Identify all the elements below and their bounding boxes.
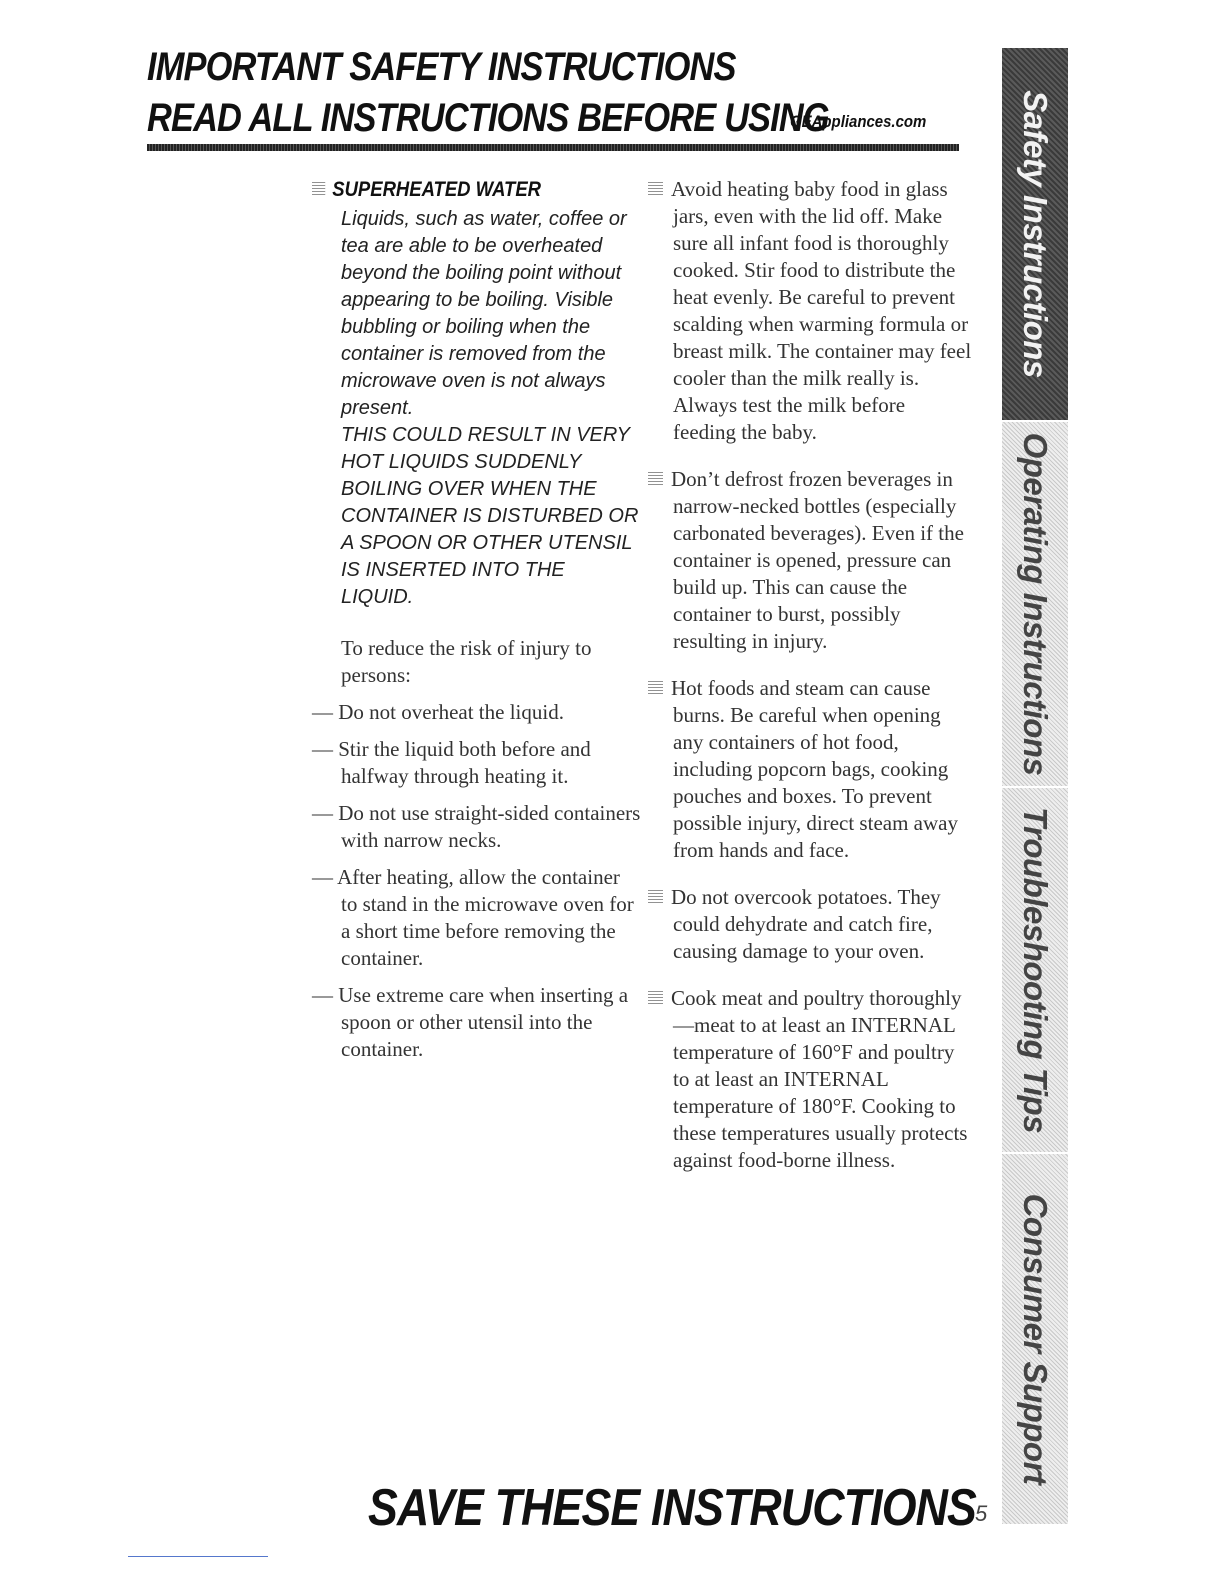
website-link[interactable]: GEAppliances.com — [790, 112, 927, 131]
tab-label: Consumer Support — [1017, 1193, 1054, 1485]
paragraph-text: Hot foods and steam can cause burns. Be careful when opening any containers of hot food, including popcorn bags, cooking pouches and boxes. To prevent possible injury, direct steam away from hands and face. — [671, 676, 958, 862]
paragraph-text: Cook meat and poultry thoroughly—meat to at least an INTERNAL temperature of 160°F and poultry to at least an INTERNAL temperature of 180°F. Cooking to these temperatures usually protects against food-borne illness. — [671, 986, 968, 1172]
superheated-description: Liquids, such as water, coffee or tea are able to be overheated beyond the boiling point without appearing to be boiling. Visible bubbling or boiling when the container is removed from the microwave oven is not always present. — [341, 208, 627, 419]
dash-list — [312, 699, 642, 1063]
list-item — [648, 675, 973, 864]
paragraph-text: Avoid heating baby food in glass jars, even with the lid off. Make sure all infant food is thoroughly cooked. Stir food to distribute the heat evenly. Be careful to prevent scalding when warming formula or breast milk. The container may feel cooler than the milk really is. Always test the milk before feeding the baby. — [671, 177, 972, 444]
bullet-icon — [648, 991, 663, 1004]
list-item: — After heating, allow the container to stand in the microwave oven for a short time before removing the container. — [312, 865, 634, 970]
tab-operating-instructions[interactable] — [1002, 422, 1068, 786]
list-item — [648, 176, 973, 446]
tab-label: Safety Instructions — [1017, 90, 1054, 378]
risk-intro: To reduce the risk of injury to persons: — [341, 636, 592, 687]
paragraph-text: Don’t defrost frozen beverages in narrow-necked bottles (especially carbonated beverages). Even if the container is opened, pressure can build up. This can cause the container to burst, possibly resulting in injury. — [671, 467, 964, 653]
list-item: — Stir the liquid both before and halfway through heating it. — [312, 737, 591, 788]
paragraph-text: Do not overcook potatoes. They could dehydrate and catch fire, causing damage to your oven. — [671, 885, 941, 963]
page-number: 5 — [975, 1501, 988, 1526]
bullet-icon — [648, 890, 663, 903]
section-title — [312, 178, 602, 202]
bullet-icon — [648, 182, 663, 195]
tab-safety-instructions[interactable] — [1002, 48, 1068, 420]
footer-line — [128, 1556, 268, 1557]
section-title-text: SUPERHEATED WATER — [332, 178, 542, 201]
tab-troubleshooting-tips[interactable] — [1002, 788, 1068, 1152]
tab-label: Operating Instructions — [1017, 432, 1054, 776]
list-item: — Do not use straight-sided containers with narrow necks. — [312, 801, 641, 852]
bullet-icon — [312, 182, 325, 195]
superheated-warning: THIS COULD RESULT IN VERY HOT LIQUIDS SUDDENLY BOILING OVER WHEN THE CONTAINER IS DISTURBED OR A SPOON OR OTHER UTENSIL IS INSERTED INTO THE LIQUID. — [341, 424, 639, 608]
list-item — [648, 985, 973, 1174]
tab-consumer-support[interactable] — [1002, 1154, 1068, 1524]
header-title: IMPORTANT SAFETY INSTRUCTIONS — [147, 45, 736, 89]
list-item — [648, 466, 973, 655]
right-column — [648, 176, 978, 1194]
header-subtitle: READ ALL INSTRUCTIONS BEFORE USING — [147, 96, 829, 140]
tab-label: Troubleshooting Tips — [1017, 806, 1054, 1134]
list-item: — Do not overheat the liquid. — [312, 700, 564, 724]
save-instructions-banner: SAVE THESE INSTRUCTIONS — [368, 1479, 977, 1537]
bullet-icon — [648, 681, 663, 694]
list-item — [648, 884, 973, 965]
left-column — [312, 178, 642, 1063]
bullet-icon — [648, 472, 663, 485]
header-rule — [147, 144, 959, 151]
side-tabs — [1002, 48, 1068, 1524]
list-item: — Use extreme care when inserting a spoon or other utensil into the container. — [312, 983, 629, 1061]
